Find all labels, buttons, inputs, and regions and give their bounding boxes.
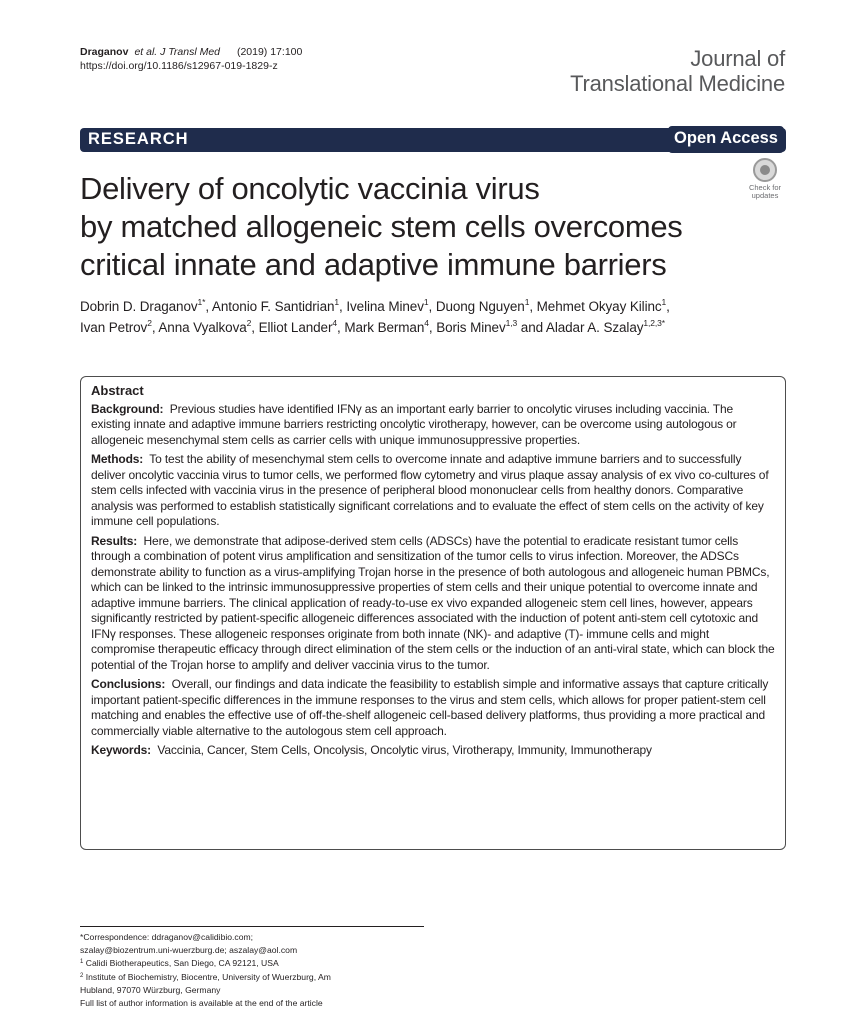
author-affiliation: 2: [246, 318, 252, 328]
journal-name: [570, 46, 785, 96]
author-separator: ,: [251, 320, 259, 335]
abstract-background: [91, 402, 775, 449]
footnotes: [80, 931, 500, 1010]
author-separator: ,: [205, 299, 212, 314]
abstract-keywords: [91, 743, 775, 759]
citation-journal: et al. J Transl Med: [134, 46, 221, 58]
correspondence-line: *Correspondence: ddraganov@calidibio.com;: [80, 932, 254, 942]
author-separator: ,: [428, 299, 436, 314]
footnote-divider: [80, 926, 424, 927]
conclusions-label: Conclusions:: [91, 677, 166, 691]
keywords-text: Vaccinia, Cancer, Stem Cells, Oncolysis, Oncolytic virus, Virotherapy, Immunity, Immunotherapy: [157, 743, 652, 757]
affiliation-2-number: 2: [80, 972, 84, 979]
author-affiliation: 4: [332, 318, 337, 328]
abstract-results: [91, 534, 775, 674]
author-separator: ,: [666, 299, 670, 314]
keywords-label: Keywords:: [91, 743, 151, 757]
author-name[interactable]: Aladar A. Szalay: [545, 320, 644, 335]
methods-label: Methods:: [91, 452, 144, 466]
author-name[interactable]: Boris Minev: [436, 320, 506, 335]
abstract-conclusions: [91, 677, 775, 739]
citation-block: [80, 45, 308, 73]
author-affiliation: 4: [424, 318, 429, 328]
author-name[interactable]: Elliot Lander: [258, 320, 333, 335]
affiliation-1: [80, 957, 500, 970]
results-label: Results:: [91, 533, 138, 548]
author-separator: and: [517, 320, 546, 335]
author-separator: ,: [337, 320, 345, 335]
affiliation-2-cont: Hubland, 97070 Würzburg, Germany: [80, 984, 221, 995]
check-updates-label: [744, 184, 786, 200]
open-access-badge: Open Access: [668, 126, 784, 153]
citation-line: [80, 45, 308, 59]
check-updates-icon: [753, 158, 777, 182]
check-updates-line2: updates: [751, 191, 779, 200]
author-name[interactable]: Antonio F. Santidrian: [211, 299, 335, 314]
author-affiliation: 1,2,3*: [643, 318, 666, 328]
author-separator: ,: [428, 320, 437, 335]
abstract-heading: Abstract: [91, 383, 144, 398]
author-name[interactable]: Duong Nguyen: [435, 299, 525, 314]
affiliation-2-text: Institute of Biochemistry, Biocentre, University of Wuerzburg, Am: [85, 971, 331, 982]
author-affiliation: 1: [334, 297, 340, 307]
abstract-methods: [91, 452, 775, 530]
affiliation-1-number: 1: [80, 959, 84, 966]
author-affiliation: 1: [423, 297, 429, 307]
title-line1: Delivery of oncolytic vaccinia virus: [80, 171, 540, 206]
author-affiliation: 1*: [197, 297, 206, 307]
author-name[interactable]: Ivelina Minev: [346, 299, 424, 314]
article-type-banner: [80, 128, 786, 152]
author-affiliation: 2: [147, 318, 152, 328]
author-info-note: Full list of author information is available at the end of the article: [80, 998, 323, 1009]
author-separator: ,: [151, 320, 159, 335]
correspondence-emails[interactable]: szalay@biozentrum.uni-wuerzburg.de; aszalay@aol.com: [80, 945, 298, 956]
results-text: Here, we demonstrate that adipose-derived stem cells (ADSCs) have the potential to eradicate resistant tumor cells through a combination of potent virus amplification and sensitization of the tumor cells to virus infection. Moreover, the ADSCs demonstrate ability to function as a virus-amplifying Trojan horse in the presence of both autologous and allogeneic human PBMCs, which can be linked to the intrinsic immunosuppressive properties of stem cells and their unique potential to overcome innate and adaptive immune barriers. The clinical application of ready-to-use ex vivo expanded allogeneic stem cell lines, however, appears significantly restricted by patient-specific allogeneic differences associated with the induction of potent anti-stem cell cytotoxic and IFNγ responses. These allogeneic responses originate from both innate (NK)- and adaptive (T)- immune cells and might compromise therapeutic efficacy through direct elimination of the stem cells or the induction of an anti-viral state, which can block the potential of the Trojan horse to amplify and deliver vaccinia virus to the tumor.: [91, 533, 775, 672]
affiliation-2: [80, 971, 500, 984]
article-type-label: RESEARCH: [88, 130, 189, 148]
author-affiliation: 1: [661, 297, 667, 307]
conclusions-text: Overall, our findings and data indicate the feasibility to establish simple and informative assays that capture critically important patient-specific differences in the immune responses to the virus and stem cells, which allows for proper patient-stem cell matching and enables the effective use of off-the-shelf allogeneic cell-based delivery platforms, thus providing a more practical and commercially viable alternative to the autologous stem cell approach.: [91, 677, 769, 738]
author-name[interactable]: Dobrin D. Draganov: [80, 299, 198, 314]
journal-name-line2: Translational Medicine: [570, 71, 785, 96]
check-for-updates-button[interactable]: [744, 158, 786, 200]
author-affiliation: 1: [524, 297, 530, 307]
author-name[interactable]: Ivan Petrov: [80, 320, 148, 335]
background-label: Background:: [91, 401, 164, 416]
abstract-box: [80, 376, 786, 850]
author-separator: ,: [339, 299, 347, 314]
check-updates-line1: Check for: [748, 183, 782, 192]
title-line3: critical innate and adaptive immune barriers: [80, 247, 667, 282]
author-separator: ,: [529, 299, 537, 314]
doi-link[interactable]: https://doi.org/10.1186/s12967-019-1829-z: [80, 60, 278, 72]
article-title: [80, 170, 740, 284]
author-list: [80, 296, 780, 338]
citation-volume: (2019) 17:100: [236, 46, 303, 58]
citation-authors: Draganov: [80, 46, 129, 58]
author-name[interactable]: Mark Berman: [344, 320, 425, 335]
journal-name-line1: Journal of: [690, 46, 785, 71]
author-name[interactable]: Mehmet Okyay Kilinc: [536, 299, 662, 314]
title-line2: by matched allogeneic stem cells overcomes: [80, 209, 683, 244]
author-affiliation: 1,3: [505, 318, 518, 328]
affiliation-1-text: Calidi Biotherapeutics, San Diego, CA 92121, USA: [85, 958, 279, 969]
methods-text: To test the ability of mesenchymal stem cells to overcome innate and adaptive immune barriers and to successfully deliver oncolytic vaccinia virus to tumor cells, we performed flow cytometry and virus plaque assay analysis of ex vivo co-cultures of stem cells infected with vaccinia virus in the presence of peripheral blood mononuclear cells from healthy donors. Comparative analysis was performed to establish statistically significant correlations and to evaluate the effect of stem cells on the activity of key immune cell populations.: [91, 452, 769, 528]
author-name[interactable]: Anna Vyalkova: [158, 320, 247, 335]
background-text: Previous studies have identified IFNγ as an important early barrier to oncolytic viruses including vaccinia. The existing innate and adaptive immune barriers restricting oncolytic virotherapy, however, can be overcome using autologous or allogeneic mesenchymal stem cells as carrier cells with unique immunosuppressive properties.: [91, 401, 737, 447]
